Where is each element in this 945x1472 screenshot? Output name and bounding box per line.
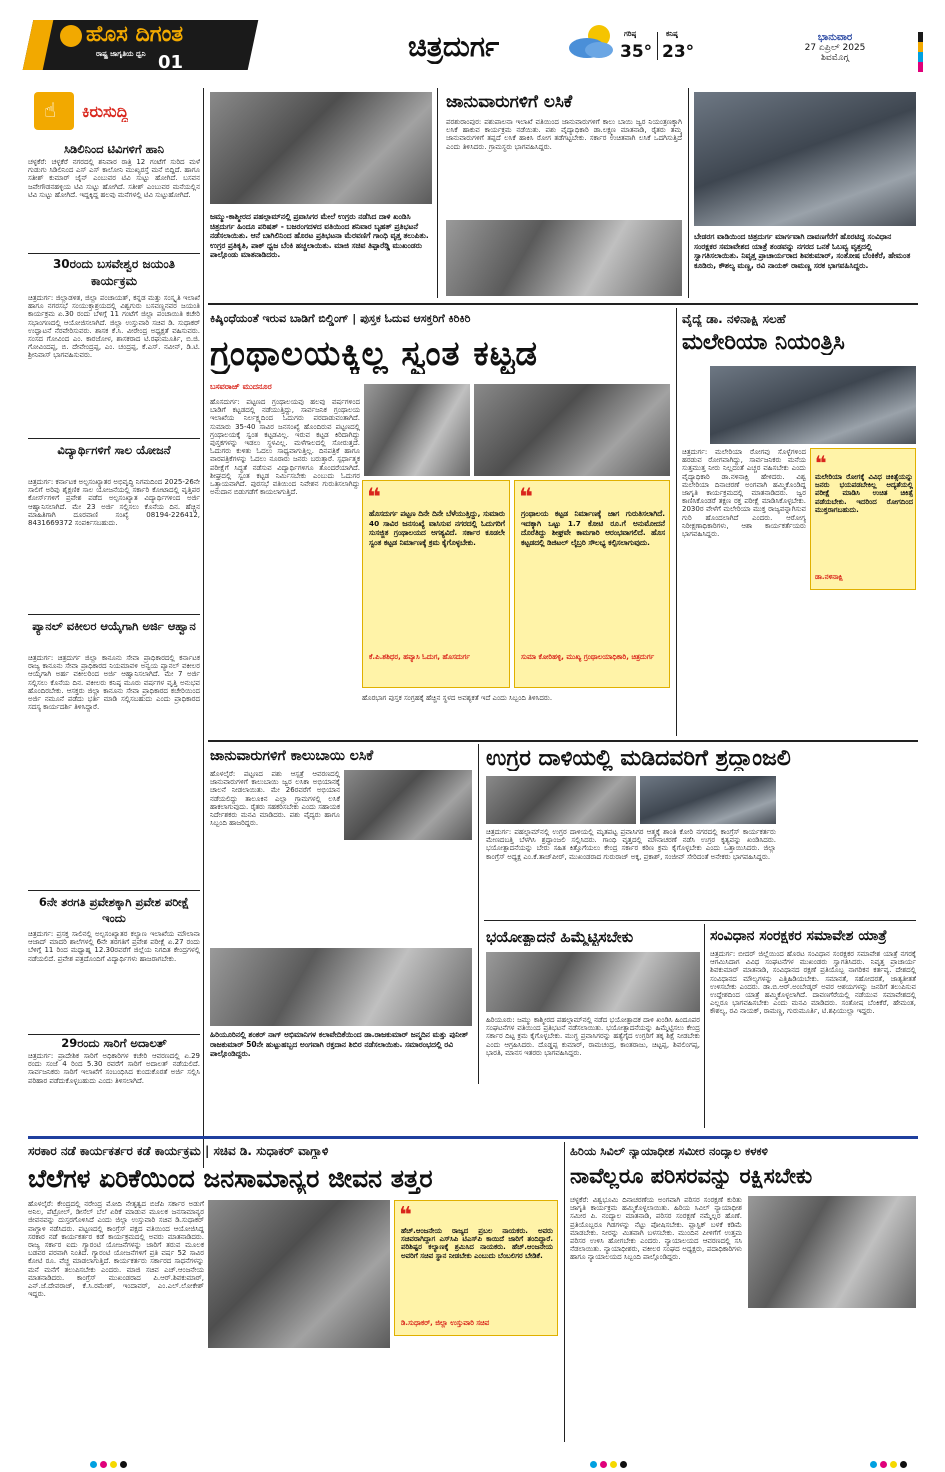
- vaccine-title: ಜಾನುವಾರುಗಳಿಗೆ ಲಸಿಕೆ: [446, 92, 573, 112]
- city-title: ಚಿತ್ರದುರ್ಗ: [408, 30, 500, 63]
- library-photo-1: [364, 384, 470, 476]
- divider: [28, 614, 200, 615]
- brief-6-title: 29ರಂದು ಸಾರಿಗೆ ಅದಾಲತ್: [61, 1036, 167, 1050]
- brief-1-title: ಸಿಡಿಲಿನಿಂದ ಟಿವಿಗಳಿಗೆ ಹಾನಿ: [63, 142, 165, 156]
- brief-6-body: ಚಿತ್ರದುರ್ಗ: ಪ್ರಾದೇಶಿಕ ಸಾರಿಗೆ ಅಧಿಕಾರಿಗಳ ಕಚೇರಿ ಆವರಣದಲ್ಲಿ ಏ.29 ರಂದು ಸಂಜೆ 4 ರಿಂದ 5.30 ರವರೆಗೆ ಸಾರಿಗೆ ಅದಾಲತ್ ನಡೆಯಲಿದೆ. ಸಾರ್ವಜನಿಕರು ಸಾರಿಗೆ ಇಲಾಖೆಗೆ ಸಂಬಂಧಿಸಿದ ಕುಂದುಕೊರತೆ ಅರ್ಜಿ ಸಲ್ಲಿಸಿ ಪರಿಹಾರ ಪಡೆದುಕೊಳ್ಳಬಹುದು ಎಂದು ತಿಳಿಸಲಾಗಿದೆ.: [28, 1052, 200, 1085]
- page-number: 01: [158, 52, 184, 73]
- tribute-body-col3: [780, 776, 916, 914]
- sudhakar-body-3: [394, 1340, 558, 1440]
- reg-dot: [870, 1461, 877, 1468]
- library-quote-2-text: ಗ್ರಂಥಾಲಯ ಕಟ್ಟಡ ನಿರ್ಮಾಣಕ್ಕೆ ಜಾಗ ಗುರುತಿಸಲಾಗಿದೆ. ಇದಕ್ಕಾಗಿ ಒಟ್ಟು 1.7 ಕೋಟಿ ರೂ.ಗೆ ಅನುಮೋದನೆ ದೊರೆತಿದ್ದು ಶೀಘ್ರವೇ ಕಾಮಗಾರಿ ಆರಂಭವಾಗಲಿದೆ. ಹೊಸ ಕಟ್ಟಡದಲ್ಲಿ ಡಿಜಿಟಲ್ ಲೈಬ್ರರಿ ಸೌಲಭ್ಯ ಕಲ್ಪಿಸಲಾಗುವುದು.: [521, 509, 665, 547]
- section-rule: [28, 1136, 918, 1139]
- reg-dot: [620, 1461, 627, 1468]
- malaria-title: ಮಲೇರಿಯಾ ನಿಯಂತ್ರಿಸಿ: [682, 330, 845, 355]
- vaccine-body: ಪರಶುರಾಂಪುರ: ಪಶುಪಾಲನಾ ಇಲಾಖೆ ವತಿಯಿಂದ ಜಾನುವಾರುಗಳಿಗೆ ಕಾಲು ಬಾಯಿ ಜ್ವರ ನಿಯಂತ್ರಣಕ್ಕಾಗಿ ಲಸಿಕೆ ಹಾಕುವ ಕಾರ್ಯಕ್ರಮ ನಡೆಯಿತು. ಪಶು ವೈದ್ಯಾಧಿಕಾರಿ ಡಾ.ಲಕ್ಷ್ಮಣ ಮಾತನಾಡಿ, ರೈತರು ತಮ್ಮ ಜಾನುವಾರುಗಳಿಗೆ ತಪ್ಪದೆ ಲಸಿಕೆ ಹಾಕಿಸಿ ರೋಗ ತಡೆಗಟ್ಟಬೇಕು. ಸರ್ಕಾರ ಉಚಿತವಾಗಿ ಲಸಿಕೆ ಒದಗಿಸುತ್ತಿದೆ ಎಂದು ತಿಳಿಸಿದರು. ಗ್ರಾಮಸ್ಥರು ಭಾಗವಹಿಸಿದ್ದರು.: [446, 118, 682, 151]
- brief-4-title: ಪ್ಯಾನಲ್ ವಕೀಲರ ಆಯ್ಕೆಗಾಗಿ ಅರ್ಜಿ ಆಹ್ವಾನ: [32, 619, 196, 633]
- quote-icon: ❝: [367, 483, 382, 511]
- malaria-quote-text: ಮಲೇರಿಯಾ ರೋಗಕ್ಕೆ ವಿವಿಧ ಚಿಕಿತ್ಸೆಯನ್ನು ಜನರು ಭಯಪಡಬೇಕಿಲ್ಲ ಆದ್ಯತೆಯಲ್ಲಿ ಪರೀಕ್ಷೆ ಮಾಡಿಸಿ ಉಚಿತ ಚಿಕಿತ್ಸೆ ಪಡೆಯಬೇಕು. ಇದರಿಂದ ರೋಗದಿಂದ ಮುಕ್ತರಾಗಬಹುದು.: [815, 473, 913, 514]
- briefs-header: [28, 88, 200, 134]
- brief-1-body: ಚಳ್ಳಕೆರೆ: ಚಳ್ಳಕೆರೆ ನಗರದಲ್ಲಿ ಶನಿವಾರ ರಾತ್ರಿ 12 ಗಂಟೆಗೆ ಸುರಿದ ಮಳೆ ಗುಡುಗು ಸಿಡಿಲಿನಿಂದ ಎಸ್ ಎಸ್ ಕಾಲೋನಿ ಮುಖ್ಯರಸ್ತೆ ಮನೆ ಬಿದ್ದಿದೆ. ಹಾಗೂ ಸತೀಶ್ ಕುಮಾರ್ ಜೈನ್ ಎಂಬುವರ ಟಿವಿ ಸುಟ್ಟು ಹೋಗಿದೆ. ಬಸವನ ಜವೇಗೌಡನಹಳ್ಳಿಯ ಟಿವಿ ಸುಟ್ಟು ಹೋಗಿದೆ. ಸತೀಶ್ ಎಂಬುವರ ಮನೆಯಲ್ಲಿನ ಟಿವಿ ಸುಟ್ಟು ಹೋಗಿದೆ. ಇದ್ದಕ್ಕಿದ್ದ ಹಲವು ಮನೆಗಳಲ್ಲಿ ಟಿವಿ ಸುಟ್ಟುಹೋಗಿದೆ.: [28, 158, 200, 199]
- library-kicker: ಕಿಷ್ಕಿಂಧೆಯಂತೆ ಇರುವ ಬಾಡಿಗೆ ಬಿಲ್ಡಿಂಗ್ | ಪುಸ್ತಕ ಓದುವ ಆಸಕ್ತರಿಗೆ ಕಿರಿಕಿರಿ: [210, 312, 471, 325]
- column-rule: [704, 924, 705, 1128]
- tribute-photo-2: [640, 776, 776, 824]
- sudhakar-quote-by: ಡಿ.ಸುಧಾಕರ್, ಜಿಲ್ಲಾ ಉಸ್ತುವಾರಿ ಸಚಿವ: [401, 1319, 490, 1327]
- briefs-label: ಕಿರುಸುದ್ದಿ: [82, 102, 129, 121]
- tribute-photo-1: [486, 776, 636, 824]
- env-title: ನಾವೆಲ್ಲರೂ ಪರಿಸರವನ್ನು ರಕ್ಷಿಸಬೇಕು: [570, 1164, 813, 1188]
- brief-5-title: 6ನೇ ತರಗತಿ ಪ್ರವೇಶಕ್ಕಾಗಿ ಪ್ರವೇಶ ಪರೀಕ್ಷೆ ಇಂದು: [38, 895, 190, 925]
- vaccine2-photo: [344, 770, 472, 840]
- column-rule: [437, 88, 438, 298]
- divider: [28, 1034, 200, 1035]
- yatra-photo: [694, 92, 916, 226]
- sudhakar-quote: [394, 1200, 558, 1336]
- terror-title: ಭಯೋತ್ಪಾದನೆ ಹಿಮ್ಮೆಟ್ಟಿಸಬೇಕು: [486, 928, 634, 946]
- malaria-quote-by: ಡಾ.ನಳಿನಾಕ್ಷಿ: [815, 573, 844, 581]
- date-full: 27 ಏಪ್ರಿಲ್ 2025: [804, 43, 866, 53]
- brief-2-title: 30ರಂದು ಬಸವೇಶ್ವರ ಜಯಂತಿ ಕಾರ್ಯಕ್ರಮ: [52, 257, 176, 288]
- max-temp: 35°: [620, 42, 653, 62]
- sudhakar-title: ಬೆಲೆಗಳ ಏರಿಕೆಯಿಂದ ಜನಸಾಮಾನ್ಯರ ಜೀವನ ತತ್ತರ: [28, 1164, 433, 1193]
- vaccine2-title: ಜಾನುವಾರುಗಳಿಗೆ ಕಾಲುಬಾಯಿ ಲಸಿಕೆ: [210, 748, 374, 764]
- brief-3-body: ಚಿತ್ರದುರ್ಗ: ಕರ್ನಾಟಕ ಅಲ್ಪಸಂಖ್ಯಾತರ ಅಭಿವೃದ್ಧಿ ನಿಗಮದಿಂದ 2025-26ನೇ ಸಾಲಿಗೆ ಅರಿವು ಶೈಕ್ಷಣಿಕ ಸಾಲ ಯೋಜನೆಯಲ್ಲಿ ಸರ್ಕಾರಿ ಕೋಟಾದಲ್ಲಿ ವೃತ್ತಿಪರ ಕೋರ್ಸ್‌ಗಳಿಗೆ ಪ್ರವೇಶ ಪಡೆದ ಅಲ್ಪಸಂಖ್ಯಾತ ವಿದ್ಯಾರ್ಥಿಗಳಿಂದ ಅರ್ಜಿ ಆಹ್ವಾನಿಸಲಾಗಿದೆ. ಮೇ 23 ಅರ್ಜಿ ಸಲ್ಲಿಸಲು ಕೊನೆಯ ದಿನ. ಹೆಚ್ಚಿನ ಮಾಹಿತಿಗಾಗಿ ದೂರವಾಣಿ ಸಂಖ್ಯೆ 08194-226412, 8431669372 ಸಂಪರ್ಕಿಸಬಹುದು.: [28, 478, 200, 528]
- edition-name: ಶಿವಮೊಗ್ಗ: [821, 53, 849, 63]
- color-bar: [918, 32, 923, 72]
- column-rule: [676, 308, 677, 736]
- blood-donation-caption: ಹಿರಿಯೂರಿನಲ್ಲಿ ಶಂಕರ್ ನಾಗ್ ಅಭಿಮಾನಿಗಳ ಕಲಾವೇದಿಕೆಯಿಂದ ಡಾ.ರಾಜಕುಮಾರ್ ಜನ್ಮದಿನ ಮತ್ತು ಪುನೀತ್ ರಾಜಕುಮಾರ್ 50ನೇ ಹುಟ್ಟುಹಬ್ಬದ ಅಂಗವಾಗಿ ರಕ್ತದಾನ ಶಿಬಿರ ನಡೆಸಲಾಯಿತು. ಸಮಾರಂಭದಲ್ಲಿ ರವಿ ಪಾಲ್ಗೊಂಡಿದ್ದರು.: [210, 1030, 469, 1058]
- library-quote-2: [514, 480, 670, 688]
- brief-2-body: ಚಿತ್ರದುರ್ಗ: ಜಿಲ್ಲಾಡಳಿತ, ಜಿಲ್ಲಾ ಪಂಚಾಯತ್, ಕನ್ನಡ ಮತ್ತು ಸಂಸ್ಕೃತಿ ಇಲಾಖೆ ಹಾಗೂ ನಗರಸಭೆ ಸಂಯುಕ್ತಾಶ್ರಯದಲ್ಲಿ ವಿಶ್ವಗುರು ಬಸವಣ್ಣನವರ ಜಯಂತಿ ಕಾರ್ಯಕ್ರಮ ಏ.30 ರಂದು ಬೆಳಿಗ್ಗೆ 11 ಗಂಟೆಗೆ ಜಿಲ್ಲಾ ಪಂಚಾಯಿತಿ ಕಚೇರಿ ಸಭಾಂಗಣದಲ್ಲಿ ಆಯೋಜಿಸಲಾಗಿದೆ. ಜಿಲ್ಲಾ ಉಸ್ತುವಾರಿ ಸಚಿವ ಡಿ. ಸುಧಾಕರ್ ಉದ್ಘಾಟನೆ ನೆರವೇರಿಸುವರು. ಶಾಸಕ ಕೆ.ಸಿ. ವೀರೇಂದ್ರ ಅಧ್ಯಕ್ಷತೆ ವಹಿಸುವರು. ಸಂಸದ ಗೋವಿಂದ ಎಂ. ಕಾರಜೋಳ, ಶಾಸಕರಾದ ಟಿ.ರಘುಮೂರ್ತಿ, ಬಿ.ಜಿ. ಗೋವಿಂದಪ್ಪ, ಬಿ. ದೇವೇಂದ್ರಪ್ಪ, ಎಂ. ಚಂದ್ರಪ್ಪ, ಕೆ.ಎಸ್. ನವೀನ್, ಡಿ.ಟಿ. ಶ್ರೀನಿವಾಸ್ ಭಾಗವಹಿಸುವರು.: [28, 294, 200, 360]
- env-kicker: ಹಿರಿಯ ಸಿವಿಲ್ ನ್ಯಾಯಾಧೀಶ ಸಮೀರ ನಂದ್ಯಾಲ ಕಳಕಳಿ: [570, 1144, 768, 1158]
- yatra-caption: ಬೇಡರಗ ವಾಡಿಯಿಂದ ಚಿತ್ರದುರ್ಗ ಮಾರ್ಗವಾಗಿ ದಾವಣಗೆರೆಗೆ ಹೊರಟಿದ್ದ ಸಂವಿಧಾನ ಸಂರಕ್ಷಕರ ಸಮಾವೇಶದ ಯಾತ್ರೆ ತಂಡವನ್ನು ನಗರದ ಒನಕೆ ಓಬವ್ವ ವೃತ್ತದಲ್ಲಿ ಸ್ವಾಗತಿಸಲಾಯಿತು. ನಿವೃತ್ತ ಪ್ರಾಚಾರ್ಯರಾದ ಶಿವಕುಮಾರ್, ಸಂತೋಷ ಬೆಂಕಿಕೆರೆ, ಹೇಮಂತ ಕೂಡಿರು, ಕೌಶಲ್ಯ ಮಣ್ಣ, ರವಿ ನಾಯಕ್ ರಾಮಣ್ಣ ಸರಕ ಭಾಗವಹಿಸಿದ್ದರು.: [694, 232, 911, 270]
- reg-dot: [890, 1461, 897, 1468]
- logo-text: ಹೊಸ ದಿಗಂತ: [86, 22, 184, 47]
- terror-body: ಹಿರಿಯೂರು: ಜಮ್ಮು ಕಾಶ್ಮೀರದ ಪಹಲ್ಗಾಮ್‌ನಲ್ಲಿ ನಡೆದ ಭಯೋತ್ಪಾದಕ ದಾಳಿ ಖಂಡಿಸಿ ಹಿಂದೂಪರ ಸಂಘಟನೆಗಳ ವತಿಯಿಂದ ಪ್ರತಿಭಟನೆ ನಡೆಸಲಾಯಿತು. ಭಯೋತ್ಪಾದನೆಯನ್ನು ಹಿಮ್ಮೆಟ್ಟಿಸಲು ಕೇಂದ್ರ ಸರ್ಕಾರ ದಿಟ್ಟ ಕ್ರಮ ಕೈಗೊಳ್ಳಬೇಕು. ಮುಗ್ಧ ಪ್ರವಾಸಿಗರನ್ನು ಹತ್ಯೆಗೈದ ಉಗ್ರರಿಗೆ ತಕ್ಕ ಶಿಕ್ಷೆ ನೀಡಬೇಕು ಎಂದು ಆಗ್ರಹಿಸಿದರು. ದೊಡ್ಡಪ್ಪ ಕುಮಾರ್, ರಾಮಚಂದ್ರ, ಕಾಂತರಾಜು, ಚಿಟ್ಟಪ್ಪ, ಶಿವಲಿಂಗಪ್ಪ, ಭಾರತಿ, ಮಾನಸ ಇತರರು ಭಾಗವಹಿಸಿದ್ದರು.: [486, 1016, 700, 1057]
- min-temp-label: ಕನಿಷ್ಠ: [666, 30, 678, 38]
- logo-tagline: ರಾಷ್ಟ್ರ ಜಾಗೃತಿಯ ಧ್ವನಿ: [96, 50, 146, 58]
- sudhakar-photo: [208, 1200, 390, 1348]
- sudhakar-quote-text: ಹೆಚ್.ಆಂಜನೇಯ ರಾಜ್ಯದ ಪ್ರಬಲ ನಾಯಕರು. ಅವರು ಸಚಿವರಾಗಿದ್ದಾಗ ಎಸ್‌ಸಿಪಿ ಟಿಎಸ್‌ಪಿ ಕಾಯಿದೆ ಜಾರಿಗೆ ತಂದಿದ್ದಾರೆ. ಪರಿಶಿಷ್ಟರ ಕಲ್ಯಾಣಕ್ಕೆ ಶ್ರಮಿಸಿದ ನಾಯಕರು. ಹೆಚ್.ಆಂಜನೇಯ ಅವರಿಗೆ ಸಚಿವ ಸ್ಥಾನ ನೀಡಬೇಕು ಎಂಬುದು ಬೆಂಬಲಿಗರ ಬೇಡಿಕೆ.: [401, 1227, 553, 1260]
- reg-dot: [600, 1461, 607, 1468]
- library-quote-1-by: ಕೆ.ಪಿ.ಶಶಿಧರ, ಹವ್ಯಾಸಿ ಓದುಗ, ಹೊಸದುರ್ಗ: [369, 653, 470, 661]
- quote-icon: ❝: [815, 451, 827, 475]
- footer-marks: [0, 1458, 945, 1472]
- masthead: [0, 0, 945, 80]
- finger-icon: ☝: [44, 98, 57, 122]
- reg-dot: [110, 1461, 117, 1468]
- date-block: [755, 32, 915, 63]
- yatra-body: ಚಿತ್ರದುರ್ಗ: ಬೀದರ್ ಜಿಲ್ಲೆಯಿಂದ ಹೊರಟ ಸಂವಿಧಾನ ಸಂರಕ್ಷಕರ ಸಮಾವೇಶ ಯಾತ್ರೆ ನಗರಕ್ಕೆ ಆಗಮಿಸಿದಾಗ ವಿವಿಧ ಸಂಘಟನೆಗಳ ಮುಖಂಡರು ಸ್ವಾಗತಿಸಿದರು. ನಿವೃತ್ತ ಪ್ರಾಚಾರ್ಯ ಶಿವಕುಮಾರ್ ಮಾತನಾಡಿ, ಸಂವಿಧಾನದ ರಕ್ಷಣೆ ಪ್ರತಿಯೊಬ್ಬ ನಾಗರಿಕನ ಕರ್ತವ್ಯ. ದೇಶದಲ್ಲಿ ಸಂವಿಧಾನದ ಮೌಲ್ಯಗಳನ್ನು ಎತ್ತಿಹಿಡಿಯಬೇಕು. ಸಮಾನತೆ, ಸಹೋದರತೆ, ಜಾತ್ಯತೀತತೆ ಉಳಿಸಬೇಕು ಎಂದರು. ಡಾ.ಬಿ.ಆರ್.ಅಂಬೇಡ್ಕರ್ ಅವರ ಆಶಯಗಳನ್ನು ಜನರಿಗೆ ತಲುಪಿಸುವ ಉದ್ದೇಶದಿಂದ ಯಾತ್ರೆ ಹಮ್ಮಿಕೊಳ್ಳಲಾಗಿದೆ. ದಾವಣಗೆರೆಯಲ್ಲಿ ನಡೆಯುವ ಸಮಾವೇಶದಲ್ಲಿ ಎಲ್ಲರೂ ಭಾಗವಹಿಸಬೇಕು ಎಂದು ಮನವಿ ಮಾಡಿದರು. ಸಂತೋಷ ಬೆಂಕಿಕೆರೆ, ಹೇಮಂತ, ಕೌಶಲ್ಯ, ರವಿ ನಾಯಕ್, ರಾಮಣ್ಣ, ಗುರುಮೂರ್ತಿ, ಟಿ.ಶಫಿಯುಲ್ಲಾ ಇದ್ದರು.: [710, 950, 916, 1016]
- divider: [28, 890, 200, 891]
- library-byline: ಬಸವರಾಜ್ ಮುದನೂರ: [210, 382, 272, 391]
- divider: [28, 253, 200, 254]
- row-rule: [484, 920, 916, 921]
- reg-dot: [880, 1461, 887, 1468]
- vaccine2-body: ಹೊಳಲ್ಕೆರೆ: ಪಟ್ಟಣದ ಪಶು ಆಸ್ಪತ್ರೆ ಆವರಣದಲ್ಲಿ ಜಾನುವಾರುಗಳಿಗೆ ಕಾಲುಬಾಯಿ ಜ್ವರ ಲಸಿಕಾ ಅಭಿಯಾನಕ್ಕೆ ಚಾಲನೆ ನೀಡಲಾಯಿತು. ಮೇ 26ರವರೆಗೆ ಅಭಿಯಾನ ನಡೆಯಲಿದ್ದು ತಾಲೂಕಿನ ಎಲ್ಲಾ ಗ್ರಾಮಗಳಲ್ಲಿ ಲಸಿಕೆ ಹಾಕಲಾಗುವುದು. ರೈತರು ಸಹಕರಿಸಬೇಕು ಎಂದು ಸಹಾಯಕ ನಿರ್ದೇಶಕರು ಮನವಿ ಮಾಡಿದರು. ಪಶು ವೈದ್ಯರು ಹಾಗೂ ಸಿಬ್ಬಂದಿ ಹಾಜರಿದ್ದರು.: [210, 770, 340, 828]
- brief-3-title: ವಿದ್ಯಾರ್ಥಿಗಳಿಗೆ ಸಾಲ ಯೋಜನೆ: [57, 443, 171, 457]
- library-quote-2-by: ಸುಮಾ ಕೋರಿಹಳ್ಳಿ, ಮುಖ್ಯ ಗ್ರಂಥಾಲಯಾಧಿಕಾರಿ, ಚಿತ್ರದುರ್ಗ: [521, 653, 655, 661]
- library-body: ಹೊಸದುರ್ಗ: ಪಟ್ಟಣದ ಗ್ರಂಥಾಲಯವು ಹಲವು ವರ್ಷಗಳಿಂದ ಬಾಡಿಗೆ ಕಟ್ಟಡದಲ್ಲಿ ನಡೆಯುತ್ತಿದ್ದು, ಸಾರ್ವಜನಿಕ ಗ್ರಂಥಾಲಯ ಇಲಾಖೆಯ ನಿರ್ಲಕ್ಷ್ಯದಿಂದ ಓದುಗರು ಪರದಾಡುವಂತಾಗಿದೆ. ಸುಮಾರು 35-40 ಸಾವಿರ ಜನಸಂಖ್ಯೆ ಹೊಂದಿರುವ ಪಟ್ಟಣದಲ್ಲಿ ಗ್ರಂಥಾಲಯಕ್ಕೆ ಸ್ವಂತ ಕಟ್ಟಡವಿಲ್ಲ. ಇರುವ ಕಟ್ಟಡ ಕಿರಿದಾಗಿದ್ದು ಪುಸ್ತಕಗಳನ್ನು ಇಡಲು ಸ್ಥಳವಿಲ್ಲ. ಮಳೆಗಾಲದಲ್ಲಿ ಸೋರುತ್ತದೆ. ಓದುಗರು ಕುಳಿತು ಓದಲು ಸಾಧ್ಯವಾಗುತ್ತಿಲ್ಲ. ದಿನಪತ್ರಿಕೆ ಹಾಗೂ ವಾರಪತ್ರಿಕೆಗಳನ್ನು ಓದಲು ನೂರಾರು ಜನರು ಬರುತ್ತಾರೆ. ಸ್ಪರ್ಧಾತ್ಮಕ ಪರೀಕ್ಷೆಗೆ ಸಿದ್ಧತೆ ನಡೆಸುವ ವಿದ್ಯಾರ್ಥಿಗಳಿಗೂ ತೊಂದರೆಯಾಗಿದೆ. ಶೀಘ್ರದಲ್ಲಿ ಸ್ವಂತ ಕಟ್ಟಡ ನಿರ್ಮಿಸಬೇಕು ಎಂಬುದು ಓದುಗರ ಒತ್ತಾಯವಾಗಿದೆ. ಪುರಸಭೆ ವತಿಯಿಂದ ನಿವೇಶನ ಗುರುತಿಸಲಾಗಿದ್ದು ಅನುದಾನ ಬಿಡುಗಡೆಗೆ ಕಾಯಲಾಗುತ್ತಿದೆ.: [210, 398, 360, 497]
- column-rule: [478, 744, 479, 1084]
- brief-4-body: ಚಿತ್ರದುರ್ಗ: ಚಿತ್ರದುರ್ಗ ಜಿಲ್ಲಾ ಕಾನೂನು ಸೇವಾ ಪ್ರಾಧಿಕಾರದಲ್ಲಿ ಕರ್ನಾಟಕ ರಾಜ್ಯ ಕಾನೂನು ಸೇವಾ ಪ್ರಾಧಿಕಾರದ ನಿಯಮಾವಳಿ ಅನ್ವಯ ಪ್ಯಾನಲ್ ವಕೀಲರ ಆಯ್ಕೆಗಾಗಿ ಅರ್ಹ ವಕೀಲರಿಂದ ಅರ್ಜಿ ಆಹ್ವಾನಿಸಲಾಗಿದೆ. ಮೇ 7 ಅರ್ಜಿ ಸಲ್ಲಿಸಲು ಕೊನೆಯ ದಿನ. ವಕೀಲರು ಕನಿಷ್ಠ ಮೂರು ವರ್ಷಗಳ ವೃತ್ತಿ ಅನುಭವ ಹೊಂದಿರಬೇಕು. ಆಸಕ್ತರು ಜಿಲ್ಲಾ ಕಾನೂನು ಸೇವಾ ಪ್ರಾಧಿಕಾರದ ಕಚೇರಿಯಿಂದ ಅರ್ಜಿ ನಮೂನೆ ಪಡೆದು ಭರ್ತಿ ಮಾಡಿ ಸಲ್ಲಿಸಬಹುದು ಎಂದು ಪ್ರಾಧಿಕಾರದ ಸದಸ್ಯ ಕಾರ್ಯದರ್ಶಿ ತಿಳಿಸಿದ್ದಾರೆ.: [28, 654, 200, 712]
- reg-dot: [90, 1461, 97, 1468]
- briefs-column: [28, 88, 200, 963]
- reg-dot: [610, 1461, 617, 1468]
- blood-donation-photo: [210, 948, 472, 1026]
- protest-photo: [210, 92, 432, 204]
- reg-dot: [100, 1461, 107, 1468]
- sudhakar-body-2: [208, 1352, 390, 1440]
- library-quote-1-text: ಹೊಸದುರ್ಗ ಪಟ್ಟಣ ದಿನೇ ದಿನೇ ಬೆಳೆಯುತ್ತಿದ್ದು, ಸುಮಾರು 40 ಸಾವಿರ ಜನಸಂಖ್ಯೆ ವಾಸಿಸುವ ನಗರದಲ್ಲಿ ಓದುಗರಿಗೆ ಸುಸಜ್ಜಿತ ಗ್ರಂಥಾಲಯದ ಅಗತ್ಯವಿದೆ. ಸರ್ಕಾರ ಕೂಡಲೇ ಸ್ವಂತ ಕಟ್ಟಡ ನಿರ್ಮಾಣಕ್ಕೆ ಕ್ರಮ ಕೈಗೊಳ್ಳಬೇಕು.: [369, 509, 505, 547]
- sudhakar-body: ಹೊಳಲ್ಕೆರೆ: ಕೇಂದ್ರದಲ್ಲಿ ನರೇಂದ್ರ ಮೋದಿ ನೇತೃತ್ವದ ಬಿಜೆಪಿ ಸರ್ಕಾರ ಅಡುಗೆ ಅನಿಲ, ಪೆಟ್ರೋಲ್, ಡೀಸೆಲ್ ಬೆಲೆ ಏರಿಕೆ ಮಾಡುವ ಮೂಲಕ ಜನಸಾಮಾನ್ಯರ ಜೀವನವನ್ನು ದುಸ್ತರಗೊಳಿಸಿದೆ ಎಂದು ಜಿಲ್ಲಾ ಉಸ್ತುವಾರಿ ಸಚಿವ ಡಿ.ಸುಧಾಕರ್ ವಾಗ್ದಾಳಿ ನಡೆಸಿದರು. ಪಟ್ಟಣದಲ್ಲಿ ಕಾಂಗ್ರೆಸ್ ಪಕ್ಷದ ವತಿಯಿಂದ ಆಯೋಜಿಸಿದ್ದ ಸರಕಾರ ನಡೆ ಕಾರ್ಯಕರ್ತರ ಕಡೆ ಕಾರ್ಯಕ್ರಮದಲ್ಲಿ ಅವರು ಮಾತನಾಡಿದರು. ರಾಜ್ಯ ಸರ್ಕಾರ ಐದು ಗ್ಯಾರಂಟಿ ಯೋಜನೆಗಳನ್ನು ಜಾರಿಗೆ ತರುವ ಮೂಲಕ ಬಡವರ ಪರವಾಗಿ ನಿಂತಿದೆ. ಗ್ಯಾರಂಟಿ ಯೋಜನೆಗಳಿಗೆ ಪ್ರತಿ ವರ್ಷ 52 ಸಾವಿರ ಕೋಟಿ ರೂ. ವೆಚ್ಚ ಮಾಡಲಾಗುತ್ತಿದೆ. ಕಾರ್ಯಕರ್ತರು ಸರ್ಕಾರದ ಸಾಧನೆಗಳನ್ನು ಮನೆ ಮನೆಗೆ ತಲುಪಿಸಬೇಕು ಎಂದರು. ಮಾಜಿ ಸಚಿವ ಎಚ್.ಆಂಜನೇಯ ಮಾತನಾಡಿದರು. ಕಾಂಗ್ರೆಸ್ ಮುಖಂಡರಾದ ಪಿ.ಆರ್.ಶಿವಕುಮಾರ್, ಎನ್.ಜೆ.ದೇವರಾಜ್, ಕೆ.ಸಿ.ರಮೇಶ್, ಇಂದಾವರ್, ಎಂ.ಎಲ್.ಲೋಕೇಶ್ ಇದ್ದರು.: [28, 1200, 204, 1299]
- yatra-title: ಸಂವಿಧಾನ ಸಂರಕ್ಷಕರ ಸಮಾವೇಶ ಯಾತ್ರೆ: [710, 928, 887, 944]
- quote-icon: ❝: [399, 1203, 412, 1228]
- library-tail: ಹೊರಭಾಗ ಪುಸ್ತಕ ಸಂಗ್ರಹಕ್ಕೆ ಹೆಚ್ಚಿನ ಸ್ಥಳದ ಅವಶ್ಯಕತೆ ಇದೆ ಎಂದು ಸಿಬ್ಬಂದಿ ತಿಳಿಸಿದರು.: [362, 694, 553, 702]
- column-rule: [203, 88, 204, 1168]
- tribute-body: ಚಿತ್ರದುರ್ಗ: ಪಹಲ್ಗಾಮ್‌ನಲ್ಲಿ ಉಗ್ರರ ದಾಳಿಯಲ್ಲಿ ಮೃತಪಟ್ಟ ಪ್ರವಾಸಿಗರ ಆತ್ಮಕ್ಕೆ ಶಾಂತಿ ಕೋರಿ ನಗರದಲ್ಲಿ ಕಾಂಗ್ರೆಸ್ ಕಾರ್ಯಕರ್ತರು ಮೇಣದಬತ್ತಿ ಬೆಳಗಿಸಿ ಶ್ರದ್ಧಾಂಜಲಿ ಸಲ್ಲಿಸಿದರು. ಗಾಂಧಿ ವೃತ್ತದಲ್ಲಿ ಮೌನಾಚರಣೆ ನಡೆಸಿ ಉಗ್ರರ ಕೃತ್ಯವನ್ನು ಖಂಡಿಸಿದರು. ಭಯೋತ್ಪಾದನೆಯನ್ನು ಬೇರು ಸಹಿತ ಕಿತ್ತೊಗೆಯಲು ಕೇಂದ್ರ ಸರ್ಕಾರ ಕಠಿಣ ಕ್ರಮ ಕೈಗೊಳ್ಳಬೇಕು ಎಂದು ಒತ್ತಾಯಿಸಿದರು. ಜಿಲ್ಲಾ ಕಾಂಗ್ರೆಸ್ ಅಧ್ಯಕ್ಷ ಎಂ.ಕೆ.ತಾಜ್‌ಪೀರ್, ಮುಖಂಡರಾದ ಗುರುರಾಜ್ ಅಕ್ಕ, ಪ್ರಕಾಶ್, ಸಂಜೀವ್ ಸೇರಿದಂತೆ ಅನೇಕರು ಭಾಗವಹಿಸಿದ್ದರು.: [486, 828, 776, 861]
- env-body-2: [748, 1312, 916, 1440]
- weather-icon: [565, 20, 620, 62]
- logo-emblem-icon: [60, 25, 82, 47]
- protest-caption: ಜಮ್ಮು-ಕಾಶ್ಮೀರದ ಪಹಲ್ಗಾಮ್‌ನಲ್ಲಿ ಪ್ರವಾಸಿಗರ ಮೇಲೆ ಉಗ್ರರು ನಡೆಸಿದ ದಾಳಿ ಖಂಡಿಸಿ ಚಿತ್ರದುರ್ಗ ಹಿಂದೂ ಪರಿಷತ್ - ಬಜರಂಗದಳದ ವತಿಯಿಂದ ಶನಿವಾರ ಬೃಹತ್ ಪ್ರತಿಭಟನೆ ನಡೆಸಲಾಯಿತು. ಆನೆ ಬಾಗಿಲಿನಿಂದ ಹೊರಟ ಪ್ರತಿಭಟನಾ ಮೆರವಣಿಗೆ ಗಾಂಧಿ ವೃತ್ತ ತಲುಪಿತು. ಉಗ್ರರ ಪ್ರತಿಕೃತಿ, ಪಾಕ್ ಧ್ವಜ ಬೆಂಕಿ ಹಚ್ಚಲಾಯಿತು. ಮಾಜಿ ಸಚಿವ ತಿಪ್ಪಾರೆಡ್ಡಿ ಮುಖಂಡರು ಪಾಲ್ಗೊಂಡು ಮಾತನಾಡಿದರು.: [210, 212, 429, 259]
- env-photo: [748, 1196, 916, 1308]
- library-photo-2: [474, 384, 670, 476]
- date-day: ಭಾನುವಾರ: [817, 32, 853, 43]
- vaccine2-body-2: [344, 846, 472, 942]
- brief-5-body: ಚಿತ್ರದುರ್ಗ: ಪ್ರಸಕ್ತ ಸಾಲಿನಲ್ಲಿ ಅಲ್ಪಸಂಖ್ಯಾತರ ಕಲ್ಯಾಣ ಇಲಾಖೆಯ ಮೌಲಾನಾ ಆಜಾದ್ ಮಾದರಿ ಶಾಲೆಗಳಲ್ಲಿ 6ನೇ ತರಗತಿಗೆ ಪ್ರವೇಶ ಪರೀಕ್ಷೆ ಏ.27 ರಂದು ಬೆಳಿಗ್ಗೆ 11 ರಿಂದ ಮಧ್ಯಾಹ್ನ 12.30ರವರೆಗೆ ಜಿಲ್ಲೆಯ ನಿಗದಿತ ಕೇಂದ್ರಗಳಲ್ಲಿ ನಡೆಯಲಿದೆ. ಪ್ರವೇಶ ಪತ್ರದೊಂದಿಗೆ ವಿದ್ಯಾರ್ಥಿಗಳು ಹಾಜರಾಗಬೇಕು.: [28, 930, 200, 963]
- cloud-shape-2: [585, 42, 613, 58]
- row-rule: [208, 740, 918, 742]
- library-quote-1: [362, 480, 510, 688]
- tribute-title: ಉಗ್ರರ ದಾಳಿಯಲ್ಲಿ ಮಡಿದವರಿಗೆ ಶ್ರದ್ಧಾಂಜಲಿ: [486, 746, 791, 771]
- column-rule: [688, 88, 689, 298]
- env-body: ಚಳ್ಳಕೆರೆ: ವಿಶ್ವಭೂಮಿ ದಿನಾಚರಣೆಯ ಅಂಗವಾಗಿ ಪರಿಸರ ಸಂರಕ್ಷಣೆ ಕುರಿತು ಜಾಗೃತಿ ಕಾರ್ಯಕ್ರಮ ಹಮ್ಮಿಕೊಳ್ಳಲಾಯಿತು. ಹಿರಿಯ ಸಿವಿಲ್ ನ್ಯಾಯಾಧೀಶ ಸಮೀರ ಪಿ. ನಂದ್ಯಾಲ ಮಾತನಾಡಿ, ಪರಿಸರ ಸಂರಕ್ಷಣೆ ನಮ್ಮೆಲ್ಲರ ಹೊಣೆ. ಪ್ರತಿಯೊಬ್ಬರೂ ಗಿಡಗಳನ್ನು ನೆಟ್ಟು ಪೋಷಿಸಬೇಕು. ಪ್ಲಾಸ್ಟಿಕ್ ಬಳಕೆ ಕಡಿಮೆ ಮಾಡಬೇಕು. ನೀರನ್ನು ಮಿತವಾಗಿ ಬಳಸಬೇಕು. ಮುಂದಿನ ಪೀಳಿಗೆಗೆ ಉತ್ತಮ ಪರಿಸರ ಉಳಿಸಿ ಹೋಗಬೇಕು ಎಂದರು. ನ್ಯಾಯಾಲಯದ ಆವರಣದಲ್ಲಿ ಸಸಿ ನೆಡಲಾಯಿತು. ನ್ಯಾಯಾಧೀಶರು, ವಕೀಲರ ಸಂಘದ ಅಧ್ಯಕ್ಷರು, ಪದಾಧಿಕಾರಿಗಳು ಹಾಗೂ ನ್ಯಾಯಾಲಯದ ಸಿಬ್ಬಂದಿ ಪಾಲ್ಗೊಂಡಿದ್ದರು.: [570, 1196, 742, 1262]
- min-temp: 23°: [662, 42, 695, 62]
- reg-dot: [590, 1461, 597, 1468]
- divider: [28, 438, 200, 439]
- quote-icon: ❝: [519, 483, 534, 511]
- library-title: ಗ್ರಂಥಾಲಯಕ್ಕಿಲ್ಲ ಸ್ವಂತ ಕಟ್ಟಡ: [210, 334, 539, 374]
- column-rule: [564, 1142, 565, 1442]
- reg-dot: [900, 1461, 907, 1468]
- malaria-quote: [810, 448, 916, 590]
- cattle-photo: [446, 220, 682, 296]
- malaria-kicker: ವೈದ್ಯೆ ಡಾ. ನಳಿನಾಕ್ಷಿ ಸಲಹೆ: [682, 312, 786, 326]
- malaria-photo: [710, 366, 916, 444]
- malaria-body: ಚಿತ್ರದುರ್ಗ: ಮಲೇರಿಯಾ ರೋಗವು ಸೊಳ್ಳೆಗಳಿಂದ ಹರಡುವ ರೋಗವಾಗಿದ್ದು, ಸಾರ್ವಜನಿಕರು ಮನೆಯ ಸುತ್ತಮುತ್ತ ನೀರು ನಿಲ್ಲದಂತೆ ಎಚ್ಚರ ವಹಿಸಬೇಕು ಎಂದು ವೈದ್ಯಾಧಿಕಾರಿ ಡಾ.ನಳಿನಾಕ್ಷಿ ಹೇಳಿದರು. ವಿಶ್ವ ಮಲೇರಿಯಾ ದಿನಾಚರಣೆ ಅಂಗವಾಗಿ ಹಮ್ಮಿಕೊಂಡಿದ್ದ ಜಾಗೃತಿ ಕಾರ್ಯಕ್ರಮದಲ್ಲಿ ಮಾತನಾಡಿದರು. ಜ್ವರ ಕಾಣಿಸಿಕೊಂಡರೆ ತಕ್ಷಣ ರಕ್ತ ಪರೀಕ್ಷೆ ಮಾಡಿಸಿಕೊಳ್ಳಬೇಕು. 2030ರ ವೇಳೆಗೆ ಮಲೇರಿಯಾ ಮುಕ್ತ ರಾಜ್ಯವನ್ನಾಗಿಸುವ ಗುರಿ ಹೊಂದಲಾಗಿದೆ ಎಂದರು. ಆರೋಗ್ಯ ನಿರೀಕ್ಷಣಾಧಿಕಾರಿಗಳು, ಆಶಾ ಕಾರ್ಯಕರ್ತೆಯರು ಭಾಗವಹಿಸಿದ್ದರು.: [682, 448, 806, 539]
- terror-photo: [486, 952, 700, 1012]
- temp-divider: [657, 32, 658, 60]
- row-rule: [208, 303, 918, 305]
- sudhakar-kicker: ಸರಕಾರ ನಡೆ ಕಾರ್ಯಕರ್ತರ ಕಡೆ ಕಾರ್ಯಕ್ರಮ | ಸಚಿವ ಡಿ. ಸುಧಾಕರ್ ವಾಗ್ದಾಳಿ: [28, 1144, 329, 1158]
- reg-dot: [120, 1461, 127, 1468]
- max-temp-label: ಗರಿಷ್ಠ: [624, 30, 637, 38]
